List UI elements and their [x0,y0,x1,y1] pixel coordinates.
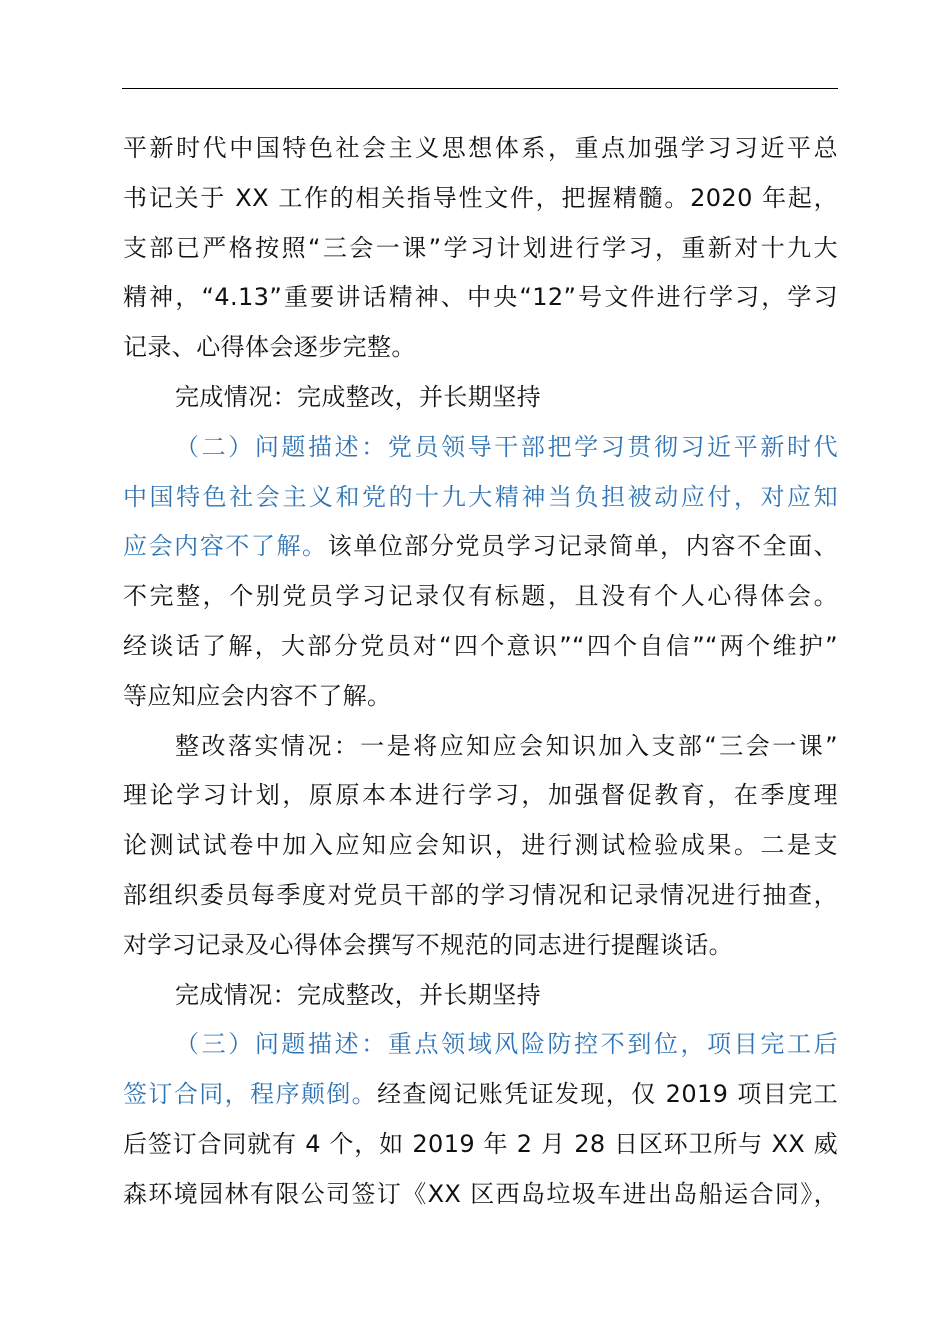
text-run: 该单位部分党员学习记录简单，内容不全面、 [327,532,838,561]
text-line [123,273,838,323]
text-line [123,224,838,274]
text-line [123,821,838,871]
text-line [123,921,838,971]
text-line [123,572,838,622]
issue-heading: 签订合同，程序颠倒。 [123,1080,378,1109]
text-line [123,1070,838,1120]
completion-status [123,373,838,423]
text-line [123,971,838,1021]
issue-heading: 应会内容不了解。 [123,532,328,561]
text-line [123,672,838,722]
issue-2-paragraph [123,423,838,722]
issue-heading: （三）问题描述：重点领域风险防控不到位，项目完工后 [175,1030,838,1059]
text-run: 森环境园林有限公司签订《XX 区西岛垃圾车进出岛船运合同》， [123,1179,838,1208]
text-run: 精神，“4.13”重要讲话精神、中央“12”号文件进行学习，学习 [123,283,838,312]
completion-status [123,971,838,1021]
text-line [123,373,838,423]
text-run: 经谈话了解，大部分党员对“四个意识”“四个自信”“两个维护” [123,631,838,660]
text-run: 支部已严格按照“三会一课”学习计划进行学习，重新对十九大 [123,233,838,262]
text-line [123,622,838,672]
text-line [123,174,838,224]
document-body [123,124,838,1220]
text-run: 记录、心得体会逐步完整。 [123,333,416,362]
text-line [123,1120,838,1170]
text-line [123,323,838,373]
text-run: 理论学习计划，原原本本进行学习，加强督促教育，在季度理 [123,781,838,810]
text-line [123,771,838,821]
text-run: 整改落实情况：一是将应知应会知识加入支部“三会一课” [175,731,838,760]
issue-heading: （二）问题描述：党员领导干部把学习贯彻习近平新时代 [175,432,838,461]
paragraph-continuation [123,124,838,373]
issue-3-paragraph [123,1020,838,1219]
text-line [123,522,838,572]
text-run: 书记关于 XX 工作的相关指导性文件，把握精髓。2020 年起， [123,183,838,212]
text-line [123,423,838,473]
text-run: 不完整，个别党员学习记录仅有标题，且没有个人心得体会。 [123,582,838,611]
text-run: 论测试试卷中加入应知应会知识，进行测试检验成果。二是支 [123,831,838,860]
issue-heading: 中国特色社会主义和党的十九大精神当负担被动应付，对应知 [123,482,838,511]
text-run: 经查阅记账凭证发现，仅 2019 项目完工 [377,1080,838,1109]
text-run: 等应知应会内容不了解。 [123,681,392,710]
text-line [123,1170,838,1220]
rectification-paragraph [123,722,838,971]
header-rule [122,88,838,89]
text-run: 完成情况：完成整改，并长期坚持 [175,382,541,411]
text-run: 对学习记录及心得体会撰写不规范的同志进行提醒谈话。 [123,930,733,959]
text-line [123,473,838,523]
text-line [123,871,838,921]
text-run: 后签订合同就有 4 个，如 2019 年 2 月 28 日区环卫所与 XX 威 [123,1129,838,1158]
text-line [123,1020,838,1070]
text-run: 部组织委员每季度对党员干部的学习情况和记录情况进行抽查， [123,880,838,909]
text-run: 平新时代中国特色社会主义思想体系，重点加强学习习近平总 [123,134,838,162]
text-line [123,722,838,772]
text-run: 完成情况：完成整改，并长期坚持 [175,980,541,1009]
text-line [123,124,838,174]
